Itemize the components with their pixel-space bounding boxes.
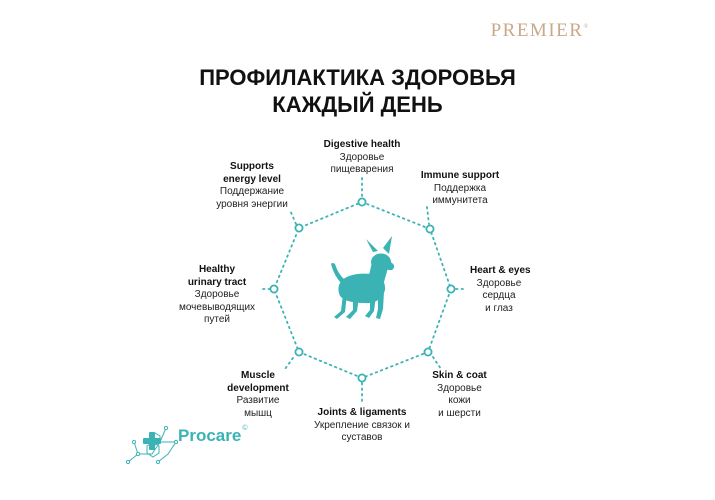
procare-mark: © [242, 425, 248, 433]
label-heart-eyes: Heart & eyes Здоровье сердца и глаз [470, 265, 531, 314]
brand-mark: ® [583, 24, 588, 30]
headline-line-2: КАЖДЫЙ ДЕНЬ [272, 92, 443, 117]
connector-energy [290, 210, 296, 224]
brand-name: PREMIER [490, 20, 584, 41]
node-digestive [358, 198, 365, 205]
label-en-line-2: energy level [223, 173, 281, 185]
connector-immune [427, 207, 429, 224]
label-en: Joints & ligaments [317, 407, 407, 418]
headline-line-1: ПРОФИЛАКТИКА ЗДОРОВЬЯ [199, 65, 516, 90]
label-joints-ligaments: Joints & ligaments Укрепление связок и суставов [287, 407, 437, 445]
node-immune [426, 225, 433, 232]
label-en-line-2: development [227, 382, 289, 394]
node-muscle [295, 348, 302, 355]
label-en-line-2: urinary tract [187, 276, 247, 288]
connector-skin [433, 357, 441, 369]
label-en: Digestive health [323, 139, 401, 150]
label-en: Immune support [420, 170, 500, 181]
label-muscle-development: Muscle development Развитие мышц [218, 370, 298, 420]
connector-muscle [285, 358, 293, 369]
label-immune-support: Immune support Поддержка иммунитета [390, 170, 530, 208]
label-en: Skin & coat [432, 370, 487, 381]
node-skin [424, 348, 431, 355]
label-energy-level: Supports energy level Поддержание уровня энергии [207, 161, 297, 211]
node-energy [295, 224, 302, 231]
label-urinary-tract: Healthy urinary tract Здоровье мочевыводящих путей [172, 264, 262, 327]
label-en-line-1: Muscle [241, 370, 275, 381]
label-en-line-1: Healthy [198, 264, 236, 275]
node-heart [447, 285, 454, 292]
procare-logo-text: Procare© [178, 425, 248, 445]
label-en: Heart & eyes [470, 265, 531, 276]
node-urinary [270, 285, 277, 292]
label-en-line-1: Supports [230, 161, 274, 172]
node-joints [358, 374, 365, 381]
dog-silhouette-icon [331, 236, 394, 319]
label-skin-coat: Skin & coat Здоровье кожи и шерсти [422, 370, 497, 420]
label-digestive-health: Digestive health Здоровье пищеварения [292, 139, 432, 177]
